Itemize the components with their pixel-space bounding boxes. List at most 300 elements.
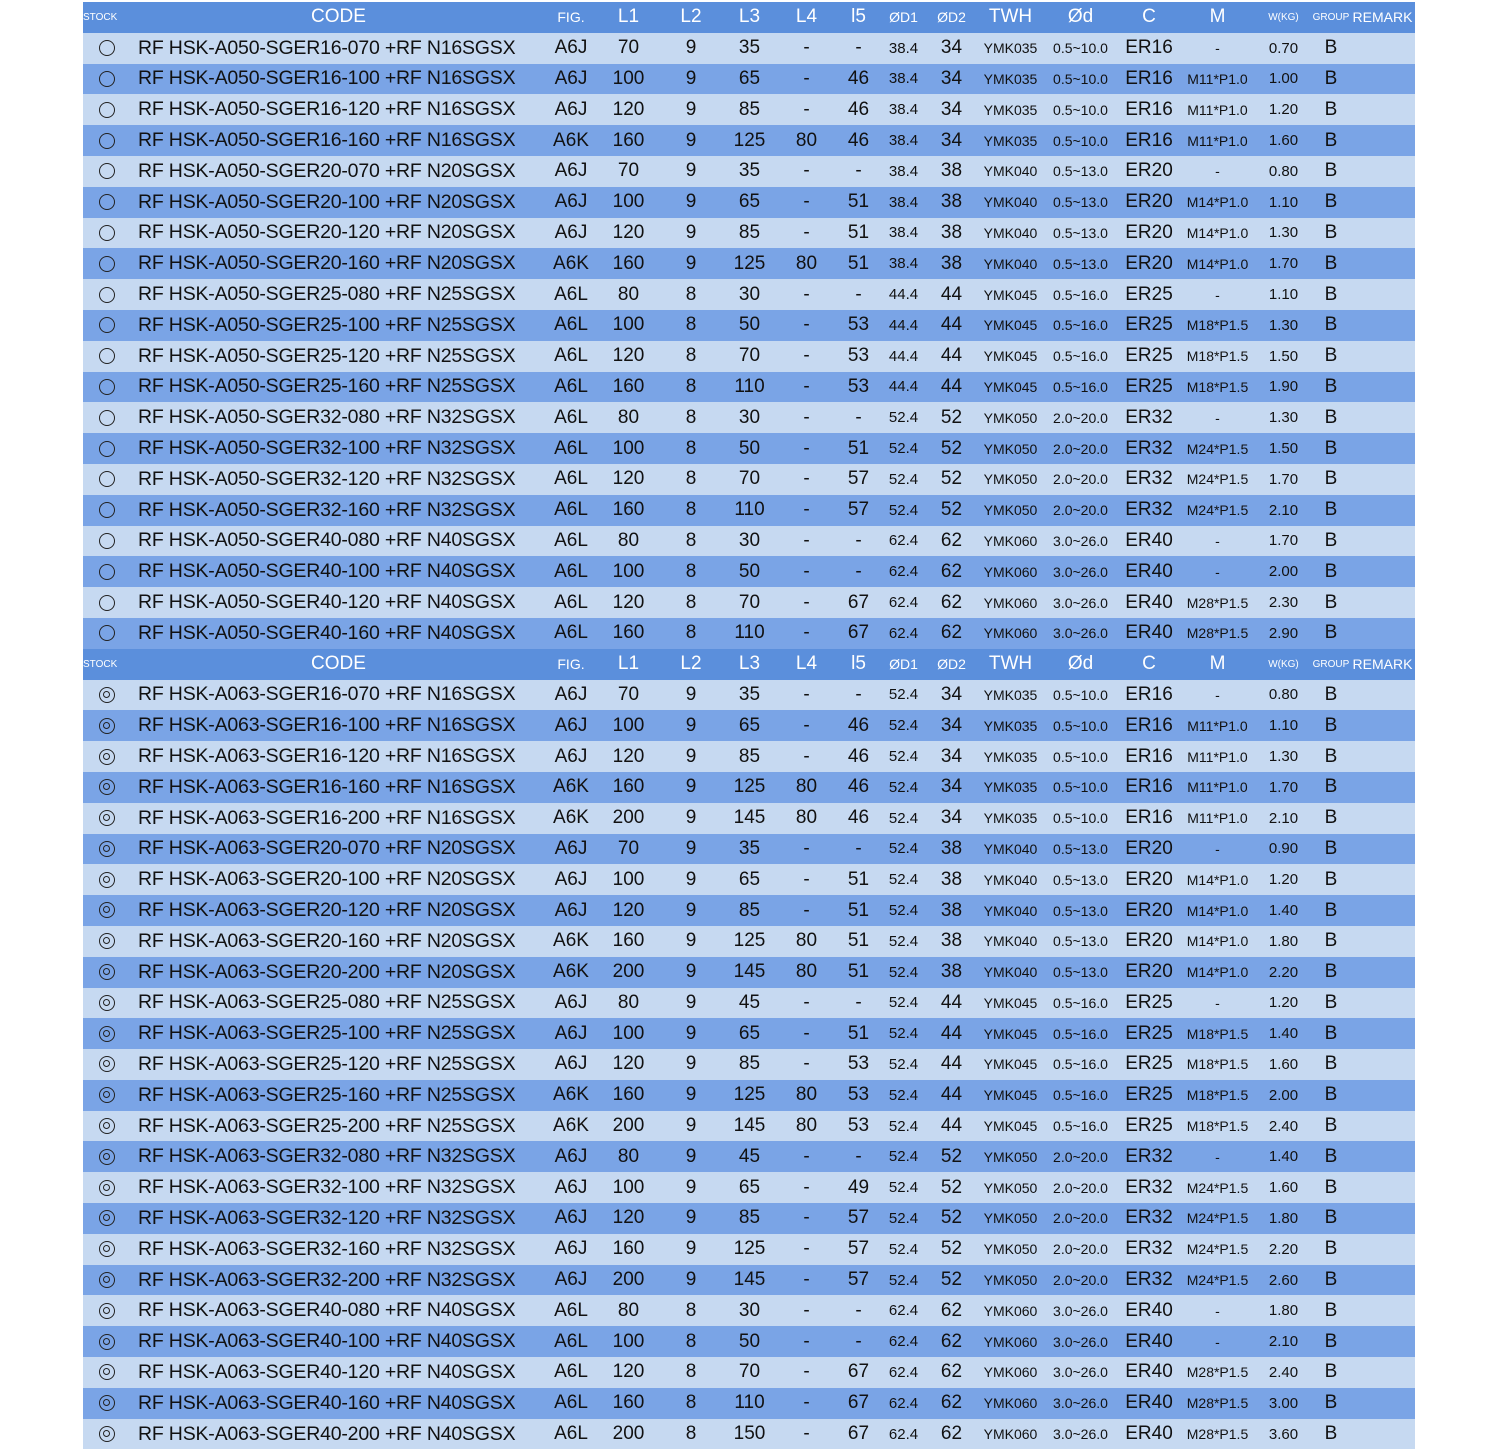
cell-dd: 0.5~13.0 — [1043, 864, 1118, 895]
cell-dd: 0.5~16.0 — [1043, 1049, 1118, 1080]
cell-l2: 9 — [661, 803, 721, 834]
header-code: CODE — [131, 2, 546, 33]
cell-w: 1.40 — [1255, 1018, 1312, 1049]
stock-cell — [83, 1172, 131, 1203]
cell-dd: 3.0~26.0 — [1043, 618, 1118, 649]
cell-m: M11*P1.0 — [1180, 772, 1255, 803]
cell-w: 1.70 — [1255, 526, 1312, 557]
cell-l1: 200 — [596, 1111, 661, 1142]
cell-l5: - — [835, 1141, 882, 1172]
cell-d1: 62.4 — [882, 526, 925, 557]
cell-m: - — [1180, 156, 1255, 187]
header-l2: L2 — [661, 649, 721, 680]
cell-code: RF HSK-A050-SGER20-070 +RF N20SGSX — [131, 156, 546, 187]
cell-l4: - — [778, 741, 835, 772]
table-row — [83, 187, 1415, 218]
cell-dd: 0.5~13.0 — [1043, 834, 1118, 865]
cell-w: 1.00 — [1255, 64, 1312, 95]
cell-l5: 46 — [835, 772, 882, 803]
cell-l1: 120 — [596, 341, 661, 372]
cell-code: RF HSK-A063-SGER20-200 +RF N20SGSX — [131, 957, 546, 988]
cell-w: 1.10 — [1255, 187, 1312, 218]
cell-code: RF HSK-A050-SGER40-120 +RF N40SGSX — [131, 587, 546, 618]
cell-dd: 0.5~13.0 — [1043, 895, 1118, 926]
cell-d1: 62.4 — [882, 1295, 925, 1326]
cell-l5: 53 — [835, 1049, 882, 1080]
cell-l3: 85 — [721, 741, 778, 772]
cell-w: 1.20 — [1255, 988, 1312, 1019]
cell-l5: 53 — [835, 1111, 882, 1142]
cell-d2: 34 — [925, 94, 978, 125]
double-circle-icon — [99, 718, 115, 734]
header-remark: REMARK — [1350, 2, 1415, 33]
cell-remark — [1350, 1265, 1415, 1296]
cell-group: B — [1312, 402, 1350, 433]
cell-twh: YMK040 — [978, 895, 1043, 926]
cell-code: RF HSK-A063-SGER40-200 +RF N40SGSX — [131, 1419, 546, 1450]
cell-l4: 80 — [778, 1111, 835, 1142]
cell-l1: 160 — [596, 772, 661, 803]
cell-remark — [1350, 1203, 1415, 1234]
table-row — [83, 680, 1415, 711]
table-row — [83, 864, 1415, 895]
cell-l4: - — [778, 341, 835, 372]
cell-dd: 2.0~20.0 — [1043, 1203, 1118, 1234]
cell-twh: YMK045 — [978, 310, 1043, 341]
cell-l2: 8 — [661, 1326, 721, 1357]
cell-l1: 70 — [596, 834, 661, 865]
cell-d1: 52.4 — [882, 1203, 925, 1234]
cell-code: RF HSK-A063-SGER25-120 +RF N25SGSX — [131, 1049, 546, 1080]
cell-l2: 9 — [661, 680, 721, 711]
cell-c: ER16 — [1118, 772, 1180, 803]
double-circle-icon — [99, 964, 115, 980]
cell-m: - — [1180, 556, 1255, 587]
cell-l3: 110 — [721, 495, 778, 526]
cell-remark — [1350, 1080, 1415, 1111]
cell-l5: 57 — [835, 464, 882, 495]
cell-c: ER20 — [1118, 864, 1180, 895]
cell-l2: 9 — [661, 1018, 721, 1049]
cell-l1: 100 — [596, 556, 661, 587]
cell-d2: 62 — [925, 526, 978, 557]
cell-d2: 52 — [925, 433, 978, 464]
circle-icon — [99, 564, 115, 580]
cell-remark — [1350, 279, 1415, 310]
table-row — [83, 94, 1415, 125]
cell-m: M28*P1.5 — [1180, 1419, 1255, 1450]
cell-remark — [1350, 1141, 1415, 1172]
cell-l3: 30 — [721, 526, 778, 557]
cell-twh: YMK045 — [978, 988, 1043, 1019]
cell-l3: 45 — [721, 988, 778, 1019]
cell-twh: YMK035 — [978, 94, 1043, 125]
cell-m: M14*P1.0 — [1180, 248, 1255, 279]
table-row — [83, 279, 1415, 310]
cell-m: M18*P1.5 — [1180, 372, 1255, 403]
cell-group: B — [1312, 1357, 1350, 1388]
cell-twh: YMK035 — [978, 33, 1043, 64]
cell-group: B — [1312, 464, 1350, 495]
circle-icon — [99, 379, 115, 395]
header-stock: STOCK — [83, 649, 131, 680]
cell-w: 1.80 — [1255, 1203, 1312, 1234]
cell-d1: 38.4 — [882, 64, 925, 95]
cell-c: ER32 — [1118, 402, 1180, 433]
cell-twh: YMK035 — [978, 125, 1043, 156]
cell-dd: 3.0~26.0 — [1043, 1388, 1118, 1419]
cell-l1: 100 — [596, 710, 661, 741]
cell-code: RF HSK-A063-SGER32-080 +RF N32SGSX — [131, 1141, 546, 1172]
cell-l3: 70 — [721, 1357, 778, 1388]
stock-cell — [83, 1357, 131, 1388]
cell-group: B — [1312, 1018, 1350, 1049]
cell-group: B — [1312, 1419, 1350, 1450]
cell-l3: 125 — [721, 926, 778, 957]
cell-l4: 80 — [778, 125, 835, 156]
cell-d2: 52 — [925, 1234, 978, 1265]
cell-twh: YMK060 — [978, 1326, 1043, 1357]
cell-m: M28*P1.5 — [1180, 1357, 1255, 1388]
circle-icon — [99, 533, 115, 549]
cell-d2: 62 — [925, 1419, 978, 1450]
cell-l2: 8 — [661, 495, 721, 526]
stock-cell — [83, 1326, 131, 1357]
cell-fig: A6J — [546, 1234, 596, 1265]
cell-twh: YMK040 — [978, 834, 1043, 865]
cell-d1: 52.4 — [882, 772, 925, 803]
cell-l1: 100 — [596, 433, 661, 464]
cell-group: B — [1312, 1388, 1350, 1419]
cell-d2: 38 — [925, 864, 978, 895]
cell-l4: - — [778, 710, 835, 741]
cell-l3: 70 — [721, 587, 778, 618]
cell-c: ER20 — [1118, 156, 1180, 187]
cell-l1: 160 — [596, 1080, 661, 1111]
cell-l5: 53 — [835, 372, 882, 403]
stock-cell — [83, 125, 131, 156]
cell-code: RF HSK-A063-SGER40-100 +RF N40SGSX — [131, 1326, 546, 1357]
cell-dd: 2.0~20.0 — [1043, 1141, 1118, 1172]
cell-l4: - — [778, 895, 835, 926]
cell-remark — [1350, 988, 1415, 1019]
cell-w: 2.00 — [1255, 1080, 1312, 1111]
cell-d1: 38.4 — [882, 156, 925, 187]
cell-remark — [1350, 618, 1415, 649]
cell-l4: - — [778, 988, 835, 1019]
table-row — [83, 33, 1415, 64]
cell-w: 2.40 — [1255, 1357, 1312, 1388]
cell-dd: 3.0~26.0 — [1043, 1357, 1118, 1388]
cell-l3: 125 — [721, 125, 778, 156]
table-row — [83, 1326, 1415, 1357]
cell-l1: 200 — [596, 1419, 661, 1450]
cell-l5: 51 — [835, 433, 882, 464]
cell-l5: 53 — [835, 341, 882, 372]
cell-l2: 9 — [661, 834, 721, 865]
cell-l2: 8 — [661, 1357, 721, 1388]
circle-icon — [99, 502, 115, 518]
cell-remark — [1350, 1172, 1415, 1203]
cell-dd: 0.5~16.0 — [1043, 1018, 1118, 1049]
cell-l4: - — [778, 618, 835, 649]
cell-l2: 9 — [661, 125, 721, 156]
cell-l1: 120 — [596, 587, 661, 618]
stock-cell — [83, 372, 131, 403]
cell-code: RF HSK-A050-SGER16-070 +RF N16SGSX — [131, 33, 546, 64]
cell-m: M11*P1.0 — [1180, 94, 1255, 125]
cell-dd: 2.0~20.0 — [1043, 495, 1118, 526]
header-twh: TWH — [978, 649, 1043, 680]
cell-code: RF HSK-A050-SGER16-160 +RF N16SGSX — [131, 125, 546, 156]
header-d2: ØD2 — [925, 649, 978, 680]
table-row — [83, 957, 1415, 988]
cell-dd: 0.5~13.0 — [1043, 156, 1118, 187]
cell-d1: 44.4 — [882, 279, 925, 310]
cell-twh: YMK040 — [978, 156, 1043, 187]
cell-fig: A6K — [546, 125, 596, 156]
cell-d1: 38.4 — [882, 248, 925, 279]
cell-m: M28*P1.5 — [1180, 1388, 1255, 1419]
cell-dd: 0.5~10.0 — [1043, 772, 1118, 803]
cell-d2: 38 — [925, 156, 978, 187]
cell-d2: 44 — [925, 1080, 978, 1111]
cell-remark — [1350, 187, 1415, 218]
cell-l3: 85 — [721, 218, 778, 249]
cell-group: B — [1312, 218, 1350, 249]
cell-fig: A6J — [546, 33, 596, 64]
cell-l1: 200 — [596, 1265, 661, 1296]
cell-l3: 125 — [721, 772, 778, 803]
cell-code: RF HSK-A050-SGER16-100 +RF N16SGSX — [131, 64, 546, 95]
table-row — [83, 1172, 1415, 1203]
cell-l3: 85 — [721, 1049, 778, 1080]
cell-fig: A6K — [546, 1080, 596, 1111]
cell-w: 1.80 — [1255, 1295, 1312, 1326]
cell-l1: 100 — [596, 310, 661, 341]
cell-twh: YMK035 — [978, 710, 1043, 741]
header-m: M — [1180, 649, 1255, 680]
cell-d1: 52.4 — [882, 864, 925, 895]
cell-l1: 200 — [596, 803, 661, 834]
cell-code: RF HSK-A063-SGER16-160 +RF N16SGSX — [131, 772, 546, 803]
cell-d1: 52.4 — [882, 1141, 925, 1172]
cell-l1: 160 — [596, 248, 661, 279]
double-circle-icon — [99, 1241, 115, 1257]
cell-code: RF HSK-A050-SGER32-080 +RF N32SGSX — [131, 402, 546, 433]
double-circle-icon — [99, 1334, 115, 1350]
cell-l5: 57 — [835, 1265, 882, 1296]
stock-cell — [83, 741, 131, 772]
table-row — [83, 1265, 1415, 1296]
double-circle-icon — [99, 1364, 115, 1380]
cell-c: ER20 — [1118, 248, 1180, 279]
cell-d1: 52.4 — [882, 1018, 925, 1049]
cell-c: ER20 — [1118, 187, 1180, 218]
table-row — [83, 1419, 1415, 1450]
cell-l4: 80 — [778, 248, 835, 279]
stock-cell — [83, 33, 131, 64]
cell-twh: YMK045 — [978, 1049, 1043, 1080]
cell-fig: A6L — [546, 464, 596, 495]
double-circle-icon — [99, 1272, 115, 1288]
cell-d2: 52 — [925, 464, 978, 495]
cell-l1: 120 — [596, 1049, 661, 1080]
cell-fig: A6L — [546, 495, 596, 526]
header-group: GROUP — [1312, 649, 1350, 680]
stock-cell — [83, 1049, 131, 1080]
cell-l3: 35 — [721, 680, 778, 711]
cell-remark — [1350, 433, 1415, 464]
cell-m: M18*P1.5 — [1180, 1080, 1255, 1111]
cell-c: ER20 — [1118, 895, 1180, 926]
cell-fig: A6J — [546, 1203, 596, 1234]
cell-l3: 65 — [721, 710, 778, 741]
cell-d2: 62 — [925, 1326, 978, 1357]
cell-code: RF HSK-A063-SGER25-080 +RF N25SGSX — [131, 988, 546, 1019]
cell-m: M18*P1.5 — [1180, 341, 1255, 372]
cell-d1: 44.4 — [882, 341, 925, 372]
cell-dd: 2.0~20.0 — [1043, 1265, 1118, 1296]
cell-remark — [1350, 248, 1415, 279]
double-circle-icon — [99, 1149, 115, 1165]
cell-group: B — [1312, 680, 1350, 711]
cell-group: B — [1312, 187, 1350, 218]
cell-w: 1.10 — [1255, 710, 1312, 741]
cell-c: ER25 — [1118, 372, 1180, 403]
cell-d1: 62.4 — [882, 587, 925, 618]
cell-m: M11*P1.0 — [1180, 741, 1255, 772]
cell-group: B — [1312, 94, 1350, 125]
cell-fig: A6J — [546, 864, 596, 895]
header-dd: Ød — [1043, 649, 1118, 680]
stock-cell — [83, 803, 131, 834]
cell-d2: 34 — [925, 33, 978, 64]
cell-group: B — [1312, 341, 1350, 372]
cell-d2: 52 — [925, 1172, 978, 1203]
cell-d2: 52 — [925, 495, 978, 526]
cell-twh: YMK035 — [978, 741, 1043, 772]
cell-d1: 52.4 — [882, 464, 925, 495]
cell-l5: 51 — [835, 864, 882, 895]
table-row — [83, 218, 1415, 249]
cell-code: RF HSK-A063-SGER20-100 +RF N20SGSX — [131, 864, 546, 895]
cell-code: RF HSK-A050-SGER40-080 +RF N40SGSX — [131, 526, 546, 557]
cell-d1: 38.4 — [882, 218, 925, 249]
cell-l4: - — [778, 587, 835, 618]
cell-w: 3.60 — [1255, 1419, 1312, 1450]
cell-d2: 38 — [925, 218, 978, 249]
cell-d2: 44 — [925, 1049, 978, 1080]
table-row — [83, 741, 1415, 772]
cell-fig: A6J — [546, 895, 596, 926]
cell-twh: YMK050 — [978, 1234, 1043, 1265]
cell-fig: A6J — [546, 187, 596, 218]
stock-cell — [83, 1111, 131, 1142]
cell-dd: 0.5~13.0 — [1043, 218, 1118, 249]
cell-twh: YMK045 — [978, 1080, 1043, 1111]
cell-l2: 9 — [661, 988, 721, 1019]
cell-m: M14*P1.0 — [1180, 957, 1255, 988]
cell-d2: 52 — [925, 1203, 978, 1234]
cell-l1: 80 — [596, 279, 661, 310]
cell-fig: A6L — [546, 1295, 596, 1326]
cell-c: ER16 — [1118, 94, 1180, 125]
cell-w: 1.60 — [1255, 1049, 1312, 1080]
cell-remark — [1350, 464, 1415, 495]
cell-w: 1.50 — [1255, 433, 1312, 464]
header-remark: REMARK — [1350, 649, 1415, 680]
cell-w: 2.90 — [1255, 618, 1312, 649]
cell-d1: 52.4 — [882, 803, 925, 834]
cell-l2: 9 — [661, 1172, 721, 1203]
cell-dd: 0.5~10.0 — [1043, 741, 1118, 772]
cell-fig: A6L — [546, 372, 596, 403]
cell-d1: 52.4 — [882, 988, 925, 1019]
cell-m: M28*P1.5 — [1180, 587, 1255, 618]
cell-d2: 34 — [925, 803, 978, 834]
cell-l3: 65 — [721, 1018, 778, 1049]
cell-l2: 9 — [661, 1141, 721, 1172]
cell-d2: 34 — [925, 64, 978, 95]
cell-code: RF HSK-A050-SGER25-080 +RF N25SGSX — [131, 279, 546, 310]
cell-code: RF HSK-A050-SGER25-160 +RF N25SGSX — [131, 372, 546, 403]
cell-l4: 80 — [778, 772, 835, 803]
cell-d2: 52 — [925, 402, 978, 433]
cell-l5: 46 — [835, 710, 882, 741]
cell-l1: 160 — [596, 125, 661, 156]
cell-group: B — [1312, 1326, 1350, 1357]
cell-l5: - — [835, 156, 882, 187]
cell-dd: 0.5~10.0 — [1043, 125, 1118, 156]
header-w: W(KG) — [1255, 649, 1312, 680]
cell-remark — [1350, 310, 1415, 341]
cell-group: B — [1312, 279, 1350, 310]
cell-c: ER16 — [1118, 803, 1180, 834]
cell-m: M14*P1.0 — [1180, 187, 1255, 218]
cell-remark — [1350, 772, 1415, 803]
cell-l4: - — [778, 1141, 835, 1172]
cell-m: M24*P1.5 — [1180, 464, 1255, 495]
header-fig: FIG. — [546, 649, 596, 680]
cell-fig: A6J — [546, 64, 596, 95]
stock-cell — [83, 1203, 131, 1234]
cell-l4: - — [778, 64, 835, 95]
cell-l2: 8 — [661, 341, 721, 372]
cell-w: 1.20 — [1255, 94, 1312, 125]
cell-fig: A6J — [546, 1172, 596, 1203]
double-circle-icon — [99, 872, 115, 888]
cell-c: ER16 — [1118, 125, 1180, 156]
cell-remark — [1350, 895, 1415, 926]
cell-d1: 52.4 — [882, 1234, 925, 1265]
stock-cell — [83, 495, 131, 526]
header-c: C — [1118, 649, 1180, 680]
cell-fig: A6J — [546, 741, 596, 772]
cell-code: RF HSK-A050-SGER32-100 +RF N32SGSX — [131, 433, 546, 464]
cell-remark — [1350, 1357, 1415, 1388]
cell-l4: - — [778, 1419, 835, 1450]
cell-code: RF HSK-A050-SGER32-160 +RF N32SGSX — [131, 495, 546, 526]
cell-l3: 110 — [721, 372, 778, 403]
cell-code: RF HSK-A063-SGER20-070 +RF N20SGSX — [131, 834, 546, 865]
double-circle-icon — [99, 1180, 115, 1196]
stock-cell — [83, 556, 131, 587]
cell-code: RF HSK-A050-SGER20-120 +RF N20SGSX — [131, 218, 546, 249]
header-m: M — [1180, 2, 1255, 33]
cell-l2: 9 — [661, 248, 721, 279]
stock-cell — [83, 1295, 131, 1326]
